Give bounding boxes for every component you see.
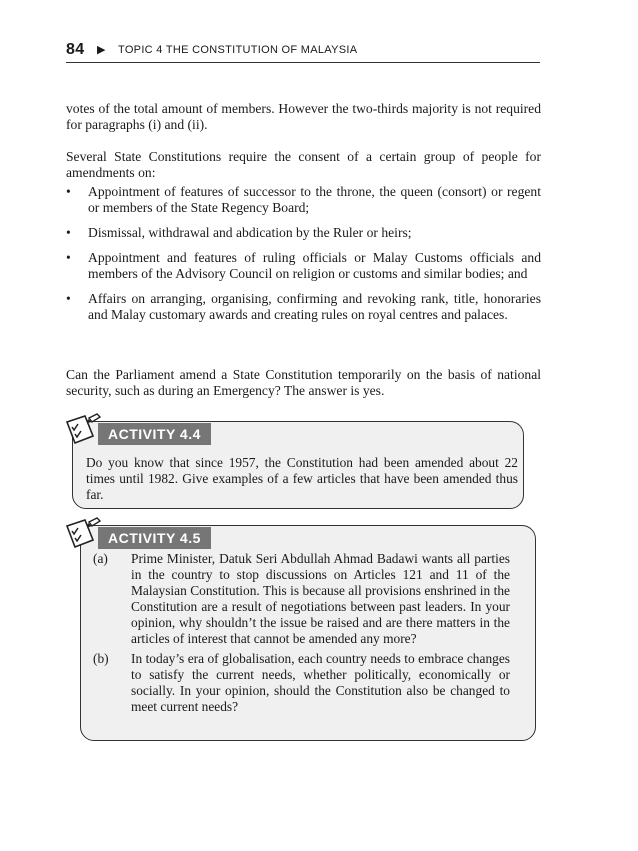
bullet-icon: • — [66, 250, 71, 265]
page-number: 84 — [66, 41, 85, 58]
page-header — [66, 40, 540, 63]
question-marker: (b) — [93, 651, 109, 666]
list-item: • Affairs on arranging, organising, confirming and revoking rank, title, honoraries and Malay customary awards and creating rules on royal centres and palaces. — [66, 291, 541, 322]
activity-4-4-text: Do you know that since 1957, the Constitution had been amended about 22 times until 1982. Give examples of a few articles that have been amended thus far. — [86, 455, 518, 502]
amendment-list — [66, 184, 541, 332]
question-b: (b) In today’s era of globalisation, each country needs to embrace changes to satisfy the current needs, whether politically, economically or socially. In your opinion, should the Constitution also be changed to meet current needs? — [93, 651, 510, 714]
list-item: • Appointment and features of ruling officials or Malay Customs officials and members of the Advisory Council on religion or customs and similar bodies; and — [66, 250, 541, 281]
running-head: TOPIC 4 THE CONSTITUTION OF MALAYSIA — [118, 44, 358, 56]
bullet-icon: • — [66, 225, 71, 240]
question-a: (a) Prime Minister, Datuk Seri Abdullah Ahmad Badawi wants all parties in the country to stop discussions on Articles 121 and 11 of the Malaysian Constitution. This is because all provisions enshrined in the Constitution are a result of negotiations between past leaders. In your opinion, why shouldn’t the issue be raised and are there matters in the articles of interest that cannot be amended any more? — [93, 551, 510, 646]
arrow-icon: ▶ — [97, 44, 106, 56]
checklist-pencil-icon — [63, 412, 103, 448]
activity-4-5-questions — [86, 551, 510, 719]
checklist-pencil-icon — [63, 516, 103, 552]
paragraph-3: Can the Parliament amend a State Constitution temporarily on the basis of national security, such as during an Emergency? The answer is yes. — [66, 367, 541, 398]
paragraph-2: Several State Constitutions require the consent of a certain group of people for amendments on: — [66, 149, 541, 180]
list-item: • Appointment of features of successor to the throne, the queen (consort) or regent or members of the State Regency Board; — [66, 184, 541, 215]
list-item: • Dismissal, withdrawal and abdication by the Ruler or heirs; — [66, 225, 412, 240]
bullet-icon: • — [66, 291, 71, 306]
activity-4-4-label: ACTIVITY 4.4 — [98, 423, 211, 445]
question-marker: (a) — [93, 551, 108, 566]
paragraph-1: votes of the total amount of members. However the two-thirds majority is not required for paragraphs (i) and (ii). — [66, 101, 541, 132]
activity-4-5-label: ACTIVITY 4.5 — [98, 527, 211, 549]
bullet-icon: • — [66, 184, 71, 199]
